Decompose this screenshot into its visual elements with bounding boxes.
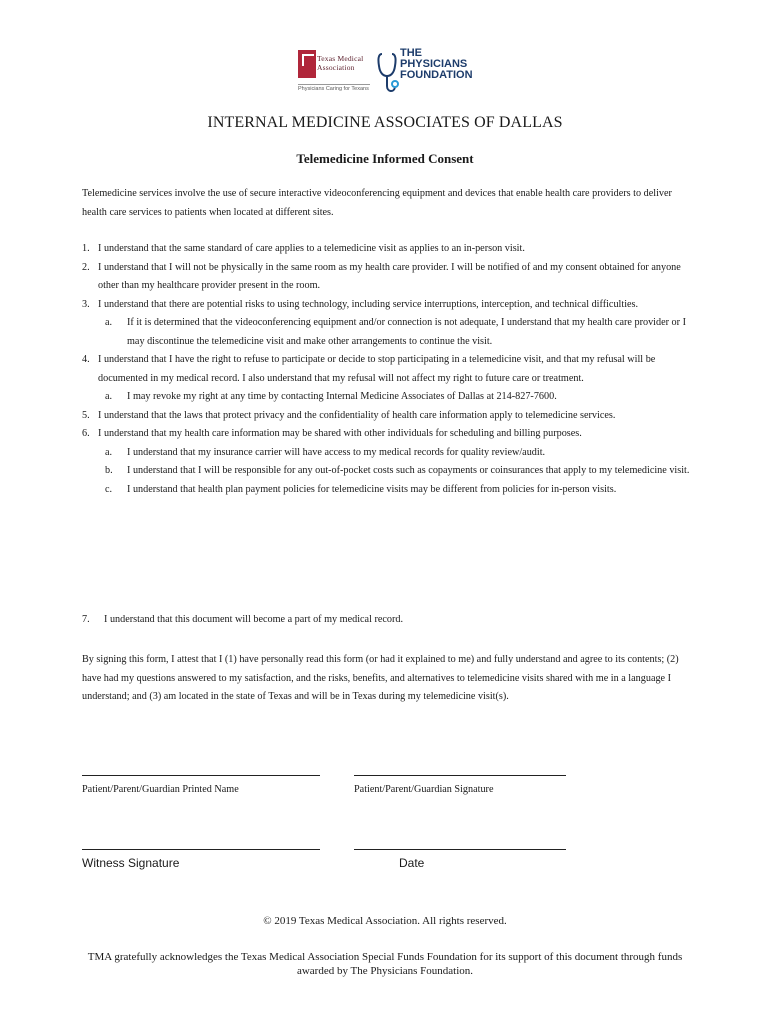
list-item — [82, 351, 692, 388]
intro-paragraph: Telemedicine services involve the use of secure interactive videoconferencing equipment and devices that enable health care providers to deliver health care services to patients when located at different sites. — [82, 188, 672, 218]
sub-list-item-text: I understand that my insurance carrier will have access to my medical records for quality review/audit. — [127, 446, 546, 458]
physicians-foundation-logo — [376, 46, 496, 98]
sub-list-item — [82, 462, 692, 481]
copyright-notice: © 2019 Texas Medical Association. All rights reserved. — [263, 915, 507, 927]
list-item-text: I understand that the same standard of care applies to a telemedicine visit as applies to an in-person visit. — [98, 243, 525, 254]
sub-list-item — [82, 481, 692, 500]
signature-line[interactable] — [354, 775, 566, 776]
date-line[interactable] — [354, 849, 566, 850]
list-item-text: I understand that the laws that protect privacy and the confidentiality of health care information apply to telemedicine services. — [98, 409, 616, 421]
sub-list-item-text: I understand that I will be responsible for any out-of-pocket costs such as copayments or coinsurances that apply to my telemedicine visit. — [127, 465, 690, 476]
stethoscope-icon — [376, 50, 402, 96]
date-label: Date — [399, 856, 425, 870]
list-item-number: 1. — [82, 243, 90, 254]
list-item — [82, 240, 692, 259]
consent-list — [82, 240, 692, 499]
header-logos — [298, 46, 498, 98]
sub-list-item-text: I may revoke my right at any time by contacting Internal Medicine Associates of Dallas at 214-827-7600. — [127, 391, 557, 402]
pf-line2: PHYSICIANS — [400, 58, 468, 70]
tma-name-line2: Association — [317, 63, 355, 72]
acknowledgment-text: TMA gratefully acknowledges the Texas Medical Association Special Funds Foundation for its support of this document through funds awarded by The Physicians Foundation. — [87, 951, 683, 977]
document-title: INTERNAL MEDICINE ASSOCIATES OF DALLAS — [207, 114, 563, 131]
sub-list-item — [82, 444, 692, 463]
list-item-number: 7. — [82, 614, 90, 625]
list-item-text: I understand that there are potential risks to using technology, including service interruptions, interception, and technical difficulties. — [98, 298, 639, 310]
document-subtitle: Telemedicine Informed Consent — [296, 151, 474, 166]
witness-signature-label: Witness Signature — [82, 856, 180, 870]
sub-list-item-text: If it is determined that the videoconferencing equipment and/or connection is not adequate, I understand that my health care provider or I may discontinue the telemedicine visit and make other arrangements to continue the visit. — [127, 317, 686, 347]
list-item — [82, 425, 692, 444]
sub-list-item-letter: a. — [105, 317, 113, 328]
list-item-number: 5. — [82, 409, 90, 421]
sub-list-item-text: I understand that health plan payment policies for telemedicine visits may be different from policies for in-person visits. — [127, 483, 617, 495]
list-item-number: 4. — [82, 354, 90, 365]
witness-signature-line[interactable] — [82, 849, 320, 850]
list-item-number: 6. — [82, 428, 90, 439]
attestation-paragraph: By signing this form, I attest that I (1) have personally read this form (or had it explained to me) and fully understand and agree to its contents; (2) have had my questions answered to my satisfaction, and the risks, benefits, and alternatives to telemedicine visits shared with me in a language I understand; and (3) am located in the state of Texas and will be in Texas during my telemedicine visit(s). — [82, 654, 679, 702]
list-item — [82, 259, 692, 296]
sub-list-item-letter: a. — [105, 446, 113, 458]
list-item-text: I understand that I have the right to refuse to participate or decide to stop participating in a telemedicine visit, and that my refusal will be documented in my medical record. I also understand that my refusal will not affect my right to future care or treatment. — [98, 354, 656, 384]
list-item-text: I understand that I will not be physically in the same room as my health care provider. I will be notified of and my consent obtained for anyone other than my healthcare provider present in the room. — [98, 261, 681, 291]
sub-list-item-letter: c. — [105, 483, 113, 495]
tma-mark-icon — [298, 50, 316, 78]
printed-name-label: Patient/Parent/Guardian Printed Name — [82, 784, 239, 795]
sub-list-item — [82, 314, 692, 351]
sub-list-item-letter: a. — [105, 391, 113, 402]
tma-tagline: Physicians Caring for Texans — [298, 86, 369, 92]
list-item-number: 3. — [82, 298, 90, 310]
sub-list-item-letter: b. — [105, 465, 113, 476]
signature-label: Patient/Parent/Guardian Signature — [354, 784, 494, 795]
pf-line1: THE — [400, 47, 422, 59]
tma-name-line1: Texas Medical — [317, 54, 364, 63]
list-item-number: 2. — [82, 261, 90, 273]
tma-logo — [298, 48, 370, 94]
list-item — [82, 296, 692, 315]
list-item-text: I understand that this document will become a part of my medical record. — [104, 614, 404, 625]
printed-name-line[interactable] — [82, 775, 320, 776]
list-item-text: I understand that my health care information may be shared with other individuals for scheduling and billing purposes. — [98, 428, 582, 439]
list-item — [82, 407, 692, 426]
pf-line3: FOUNDATION — [400, 69, 473, 81]
sub-list-item — [82, 388, 692, 407]
